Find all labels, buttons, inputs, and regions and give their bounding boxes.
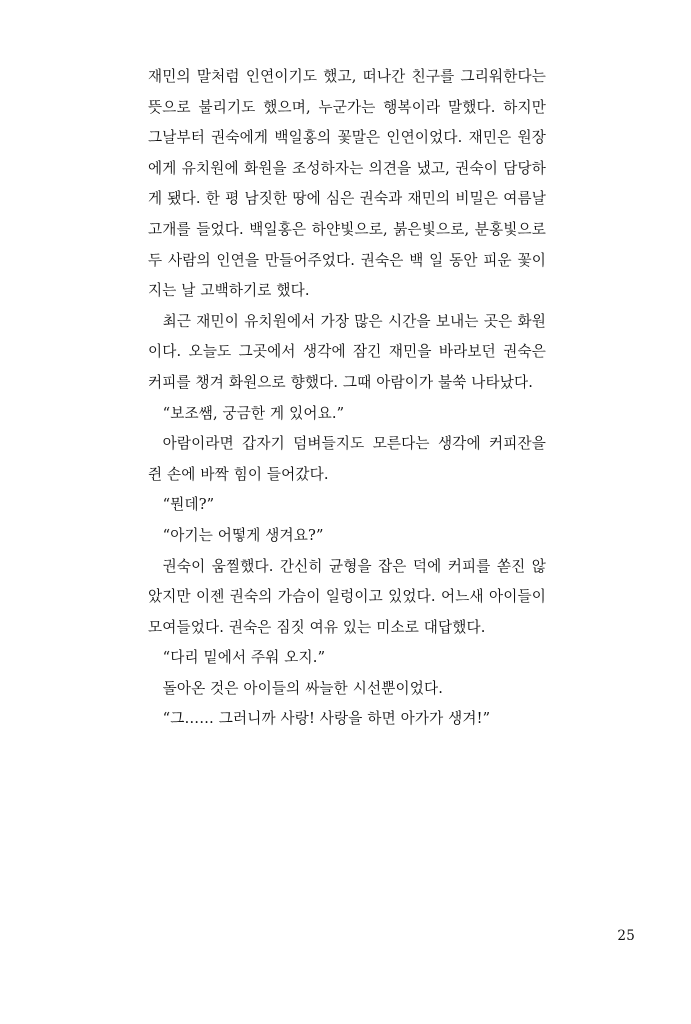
page-number: 25: [617, 928, 635, 944]
dialogue-line: “보조쌤, 궁금한 게 있어요.”: [162, 404, 345, 422]
body-text-column: [148, 62, 546, 735]
dialogue-line: “그…… 그러니까 사랑! 사랑을 하면 아가가 생겨!”: [162, 710, 491, 728]
paragraph: 아람이라면 갑자기 덤벼들지도 모른다는 생각에 커피잔을 쥔 손에 바짝 힘이 들어갔다.: [148, 435, 546, 483]
paragraph: 돌아온 것은 아이들의 싸늘한 시선뿐이었다.: [162, 679, 443, 697]
dialogue-line: “다리 밑에서 주워 오지.”: [162, 649, 326, 667]
dialogue-line: “아기는 어떻게 생겨요?”: [162, 526, 324, 544]
paragraph: 최근 재민이 유치원에서 가장 많은 시간을 보내는 곳은 화원이다. 오늘도 그곳에서 생각에 잠긴 재민을 바라보던 권숙은 커피를 챙겨 화원으로 향했다. 그때 아람이가 불쑥 나타났다.: [148, 312, 546, 391]
paragraph: 권숙이 움찔했다. 간신히 균형을 잡은 덕에 커피를 쏟진 않았지만 이젠 권숙의 가슴이 일렁이고 있었다. 어느새 아이들이 모여들었다. 권숙은 짐짓 여유 있는 미소로 대답했다.: [148, 557, 546, 636]
dialogue-line: “뭔데?”: [162, 496, 215, 514]
paragraph: 재민의 말처럼 인연이기도 했고, 떠나간 친구를 그리워한다는 뜻으로 불리기도 했으며, 누군가는 행복이라 말했다. 하지만 그날부터 권숙에게 백일홍의 꽃말은 인연이었다. 재민은 원장에게 유치원에 화원을 조성하자는 의견을 냈고, 권숙이 담당하게 됐다. 한 평 남짓한 땅에 심은 권숙과 재민의 비밀은 여름날 고개를 들었다. 백일홍은 하얀빛으로, 붉은빛으로, 분홍빛으로 두 사람의 인연을 만들어주었다. 권숙은 백 일 동안 피운 꽃이 지는 날 고백하기로 했다.: [148, 68, 546, 300]
